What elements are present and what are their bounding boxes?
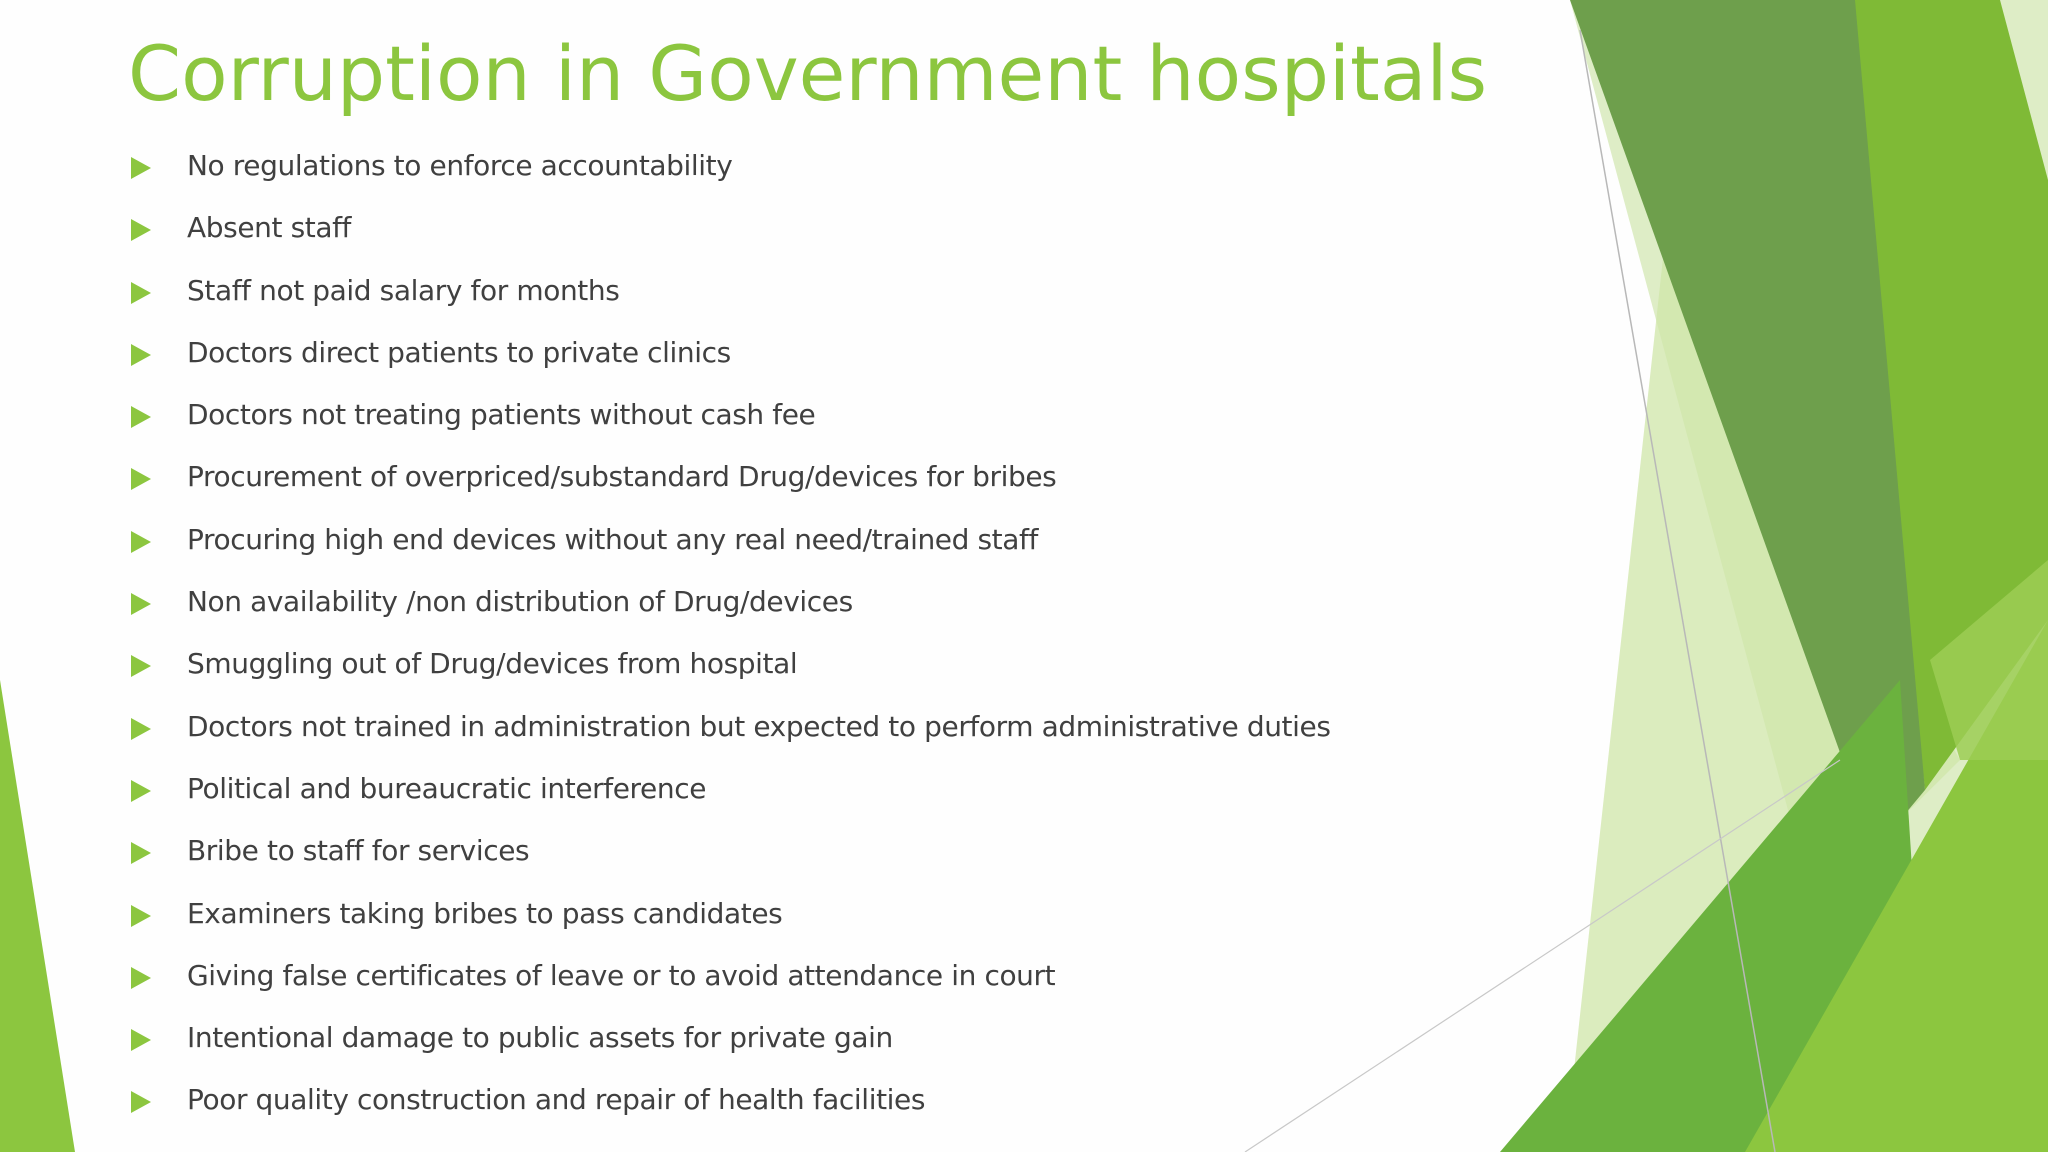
bullet-text: Procuring high end devices without any real need/trained staff — [187, 522, 1038, 556]
triangle-right-icon — [131, 842, 151, 864]
bullet-text: Intentional damage to public assets for private gain — [187, 1021, 893, 1055]
triangle-right-icon — [131, 718, 151, 740]
bullet-text: Staff not paid salary for months — [187, 273, 620, 307]
bullet-text: Doctors not treating patients without cash fee — [187, 398, 816, 432]
triangle-right-icon — [131, 780, 151, 802]
bullet-text: Doctors not trained in administration but expected to perform administrative duties — [187, 709, 1331, 743]
triangle-right-icon — [131, 406, 151, 428]
slide-title: Corruption in Government hospitals — [128, 29, 1488, 118]
triangle-right-icon — [131, 593, 151, 615]
triangle-right-icon — [131, 282, 151, 304]
triangle-right-icon — [131, 1091, 151, 1113]
triangle-right-icon — [131, 468, 151, 490]
bullet-text: Bribe to staff for services — [187, 834, 530, 868]
bullet-text: Poor quality construction and repair of health facilities — [187, 1083, 926, 1117]
triangle-right-icon — [131, 1029, 151, 1051]
bullet-text: No regulations to enforce accountability — [187, 149, 733, 182]
bullet-text: Smuggling out of Drug/devices from hospital — [187, 647, 798, 681]
bullet-text: Examiners taking bribes to pass candidates — [187, 896, 783, 930]
triangle-right-icon — [131, 157, 151, 179]
triangle-right-icon — [131, 655, 151, 677]
triangle-right-icon — [131, 905, 151, 927]
triangle-right-icon — [131, 531, 151, 553]
bullet-text: Political and bureaucratic interference — [187, 771, 707, 805]
triangle-right-icon — [131, 967, 151, 989]
triangle-right-icon — [131, 344, 151, 366]
left-edge-shape — [0, 680, 75, 1152]
bullet-text: Procurement of overpriced/substandard Drug/devices for bribes — [187, 460, 1057, 494]
bullet-text: Absent staff — [187, 211, 352, 245]
bullet-text: Non availability /non distribution of Drug/devices — [187, 585, 853, 619]
bullet-text: Giving false certificates of leave or to avoid attendance in court — [187, 958, 1056, 992]
bullet-text: Doctors direct patients to private clinics — [187, 335, 731, 369]
triangle-right-icon — [131, 219, 151, 241]
